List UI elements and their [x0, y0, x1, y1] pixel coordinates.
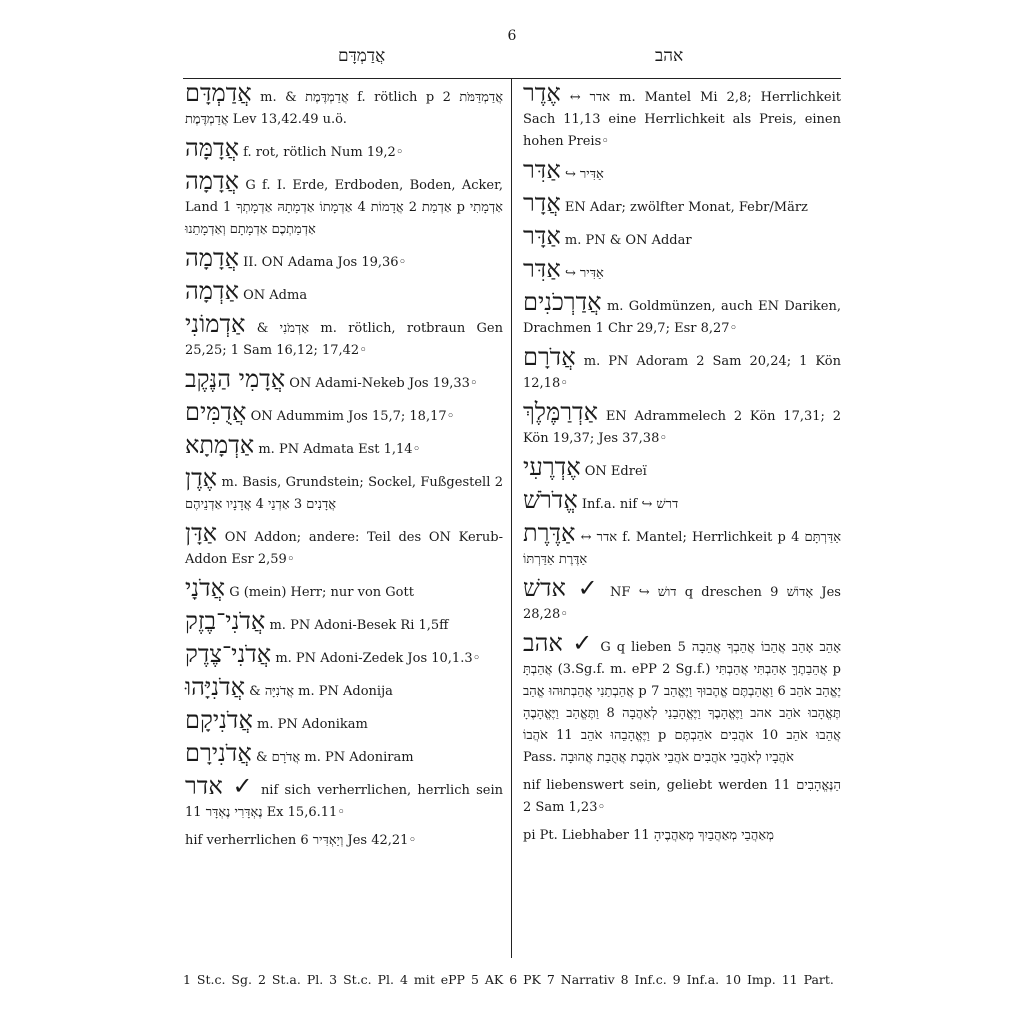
entry-definition: m. PN & ON Addar [564, 233, 692, 248]
entry-headword: אַדְמָה [185, 277, 239, 305]
left-column [185, 79, 503, 858]
dictionary-entry [185, 398, 503, 428]
entry-headword: אֲדֹנִיקָם [185, 706, 253, 734]
dictionary-entry [185, 673, 503, 703]
dictionary-entry [185, 607, 503, 637]
dictionary-entry [185, 640, 503, 670]
dictionary-entry [185, 772, 503, 824]
dictionary-entry [523, 255, 841, 285]
entry-definition: hif verherrlichen 6 וְיַאְדִּיר Jes 42,21◦ [185, 833, 417, 848]
dictionary-entry [185, 134, 503, 164]
entry-headword: אַדָּן [185, 519, 218, 547]
entry-definition: m. PN Admata Est 1,14◦ [258, 442, 421, 457]
dictionary-entry [185, 739, 503, 769]
entry-headword: אֲדָר [523, 189, 561, 217]
entry-definition: m. & אֲדַמְדֶּמֶת f. rötlich p אֲדַמְדַּמֹּת 2 אֲדַמְדֶּמֶת Lev 13,42.49 u.ö. [185, 90, 503, 127]
entry-headword: ✓ אדר [185, 772, 255, 800]
entry-definition: ON Adma [243, 288, 308, 303]
entry-headword: אֲדֹנִיָּהוּ [185, 673, 245, 701]
entry-headword: אַדָּר [523, 222, 561, 250]
entry-headword: אֶדְרֶעִי [523, 453, 581, 481]
entry-headword: אַדֶּרֶת [523, 519, 576, 547]
entry-definition: EN Adar; zwölfter Monat, Febr/März [564, 200, 808, 215]
page-number: 6 [507, 28, 517, 44]
dictionary-entry [185, 830, 503, 852]
dictionary-entry [185, 167, 503, 241]
entry-headword: אַדִּר [523, 156, 561, 184]
entry-definition: m. Basis, Grundstein; Sockel, Fußgestell 2 אֲדָנִים 3 אַדְנֵי 4 אֲדָנָיו אַדְנֵיהֶם [185, 475, 503, 512]
entry-definition: m. PN Adoram 2 Sam 20,24; 1 Kön 12,18◦ [523, 354, 841, 391]
entry-headword: אֲדֹרָם [523, 343, 576, 371]
entry-headword: אֶדֶן [185, 464, 218, 492]
dictionary-entry [523, 519, 842, 571]
entry-headword: אֲדֹנִי־צֶדֶק [185, 640, 272, 668]
entry-definition: EN Adrammelech 2 Kön 17,31; 2 Kön 19,37; Jes 37,38◦ [523, 409, 841, 446]
entry-headword: אֲדָמָּה [185, 134, 239, 162]
entry-headword: אֲדֹנִירָם [185, 739, 252, 767]
dictionary-entry [523, 629, 841, 769]
entry-headword: אֶדֶר [523, 79, 561, 107]
entry-headword: אֱדֹרֹשׁ [523, 486, 578, 514]
entry-definition: II. ON Adama Jos 19,36◦ [243, 255, 407, 270]
dictionary-entry [523, 189, 841, 219]
entry-definition: & אֲדֹנִיָּה m. PN Adonija [249, 684, 393, 699]
entry-headword: אַדְמוֹנִי [185, 310, 246, 338]
entry-headword: אֲדָמָה [185, 244, 239, 272]
dictionary-entry [523, 222, 841, 252]
entry-definition: ON Addon; andere: Teil des ON Kerub-Addon Esr 2,59◦ [185, 530, 503, 567]
entry-headword: אַדְמָתָא [185, 431, 255, 459]
dictionary-entry [185, 310, 503, 362]
dictionary-entry [185, 365, 503, 395]
dictionary-entry [523, 775, 841, 819]
dictionary-entry [185, 464, 503, 516]
entry-headword: ✓ אדשׁ [523, 574, 602, 602]
entry-headword: ✓ אהב [523, 629, 595, 657]
dictionary-entry [185, 706, 503, 736]
entry-definition: nif liebenswert sein, geliebt werden 11 הַנֶּאֱהָבִים 2 Sam 1,23◦ [523, 778, 841, 815]
dictionary-entry [523, 574, 841, 626]
entry-definition: nif sich verherrlichen, herrlich sein 11 נֶאְדָּרִי נֶאְדָּר Ex 15,6.11◦ [185, 783, 503, 820]
dictionary-entry [523, 79, 841, 153]
entry-definition: NF ↪ דושׁ q dreschen 9 אָדוֹשׁ Jes 28,28◦ [523, 585, 841, 622]
entry-definition: ON Edreï [584, 464, 647, 479]
entry-headword: אֲדָמָה [185, 167, 239, 195]
running-head-left: אֲדַמְדָּם [338, 46, 386, 66]
dictionary-entry [185, 574, 503, 604]
entry-definition: m. PN Adonikam [257, 717, 368, 732]
running-head-right: אהב [655, 46, 684, 66]
entry-definition: ↔ אדר f. Mantel; Herrlichkeit p אַדַּרְתָּם 4 אַדֶּרֶת אַדַּרְתּוֹ [523, 530, 842, 567]
dictionary-entry [523, 825, 841, 847]
entry-definition: G f. I. Erde, Erdboden, Boden, Acker, Land 1 אַדְמַת 2 אֲדָמוֹת 4 אַדְמָתוֹ אַדְמָתָהּ אַדְמָתְךָ p אַדְמָתִי אַדְמַתְכֶם אַדְמָתָם וְאַדְמָתֵנוּ [185, 178, 503, 237]
entry-headword: אַדִּר [523, 255, 561, 283]
entry-headword: אֲדַרְכֹנִים [523, 288, 602, 316]
dictionary-entry [185, 244, 503, 274]
entry-definition: ↪ אַדִּיר [564, 167, 604, 182]
entry-headword: אֲדֻמִּים [185, 398, 247, 426]
dictionary-entry [523, 288, 841, 340]
entry-definition: G (mein) Herr; nur von Gott [229, 585, 414, 600]
dictionary-entry [523, 486, 841, 516]
entry-definition: Inf.a. nif ↪ דרשׁ [581, 497, 679, 512]
header-rule [183, 78, 841, 79]
entry-definition: m. PN Adoni-Besek Ri 1,5ff [269, 618, 449, 633]
entry-definition: f. rot, rötlich Num 19,2◦ [243, 145, 404, 160]
entry-definition: ON Adami-Nekeb Jos 19,33◦ [289, 376, 478, 391]
column-divider [511, 78, 512, 958]
entry-headword: אֲדָמִי הַנֶּקֶב [185, 365, 286, 393]
entry-definition: m. Goldmünzen, auch EN Dariken, Drachmen 1 Chr 29,7; Esr 8,27◦ [523, 299, 841, 336]
dictionary-entry [185, 79, 503, 131]
dictionary-entry [185, 519, 503, 571]
entry-definition: G q lieben 5 אָהֵב אָהַב אֲהֵבוֹ אֲהֵבְךָ אֲהֵבָה אֲהַבְתָּ (3.Sg.f. m. ePP 2 Sg.f.) אֲהֵבַתֶךָּ אָהַבְתִּי אֲהַבְתִּי p אֲהֵבְתַנִי אֲהֵבְתוּהוּ אֱהַב p יֶאֱהַב אֹהֵב 6 וַאֲהַבְתֶּם אֱהֶבוּךָ וַיֶּאֱהַב 7 תֶּאֱהָבוּ אֹהֵב אהב וַיֶּאֱהָבֶךָ וַיֶּאֱהָבֵנִי לְאַהֲבָה 8 וַתֶּאֱהַב וַיֶּאֱהָבֶהָ וַיֶּאֱהָבֵהוּ אֹהֵב 11 אֹהֲבוֹ p אֲהֵבוּ אֹהֵב 10 אֹהֲבִים אֹהַבְתֶּם Pass. אֹהֲבָיו לְאֹהֲבֵי אֹהֲבִים אֹהֲבֵי אֹהֶבֶת אֲהֻבַת אֲהוּבָה [523, 640, 841, 765]
entry-definition: pi Pt. Liebhaber 11 מְאַהֲבַי מְאַהֲבַיִךְ מְאַהֲבֶיהָ [523, 828, 774, 843]
dictionary-entry [523, 156, 841, 186]
right-column [523, 79, 842, 853]
entry-headword: אֲדַמְדָּם [185, 79, 252, 107]
dictionary-entry [523, 398, 841, 450]
dictionary-entry [523, 343, 841, 395]
dictionary-entry [185, 277, 503, 307]
entry-headword: אֲדֹנָי [185, 574, 226, 602]
entry-definition: ↔ אדר m. Mantel Mi 2,8; Herrlichkeit Sach 11,13 eine Herrlichkeit als Preis, einen hohen Preis◦ [523, 90, 841, 149]
entry-definition: ↪ אַדִּיר [564, 266, 604, 281]
entry-definition: & אַדְמֹנִי m. rötlich, rotbraun Gen 25,25; 1 Sam 16,12; 17,42◦ [185, 321, 503, 358]
entry-definition: & אֲדֹרָם m. PN Adoniram [255, 750, 414, 765]
abbreviation-footer: 1 St.c. Sg. 2 St.a. Pl. 3 St.c. Pl. 4 mit ePP 5 AK 6 PK 7 Narrativ 8 Inf.c. 9 Inf.a. 10 Imp. 11 Part. [183, 972, 834, 987]
dictionary-entry [185, 431, 503, 461]
entry-definition: ON Adummim Jos 15,7; 18,17◦ [250, 409, 455, 424]
entry-headword: אַדְרַמֶּלֶךְ [523, 398, 598, 426]
dictionary-entry [523, 453, 841, 483]
entry-definition: m. PN Adoni-Zedek Jos 10,1.3◦ [275, 651, 481, 666]
entry-headword: אֲדֹנִי־בֶזֶק [185, 607, 266, 635]
